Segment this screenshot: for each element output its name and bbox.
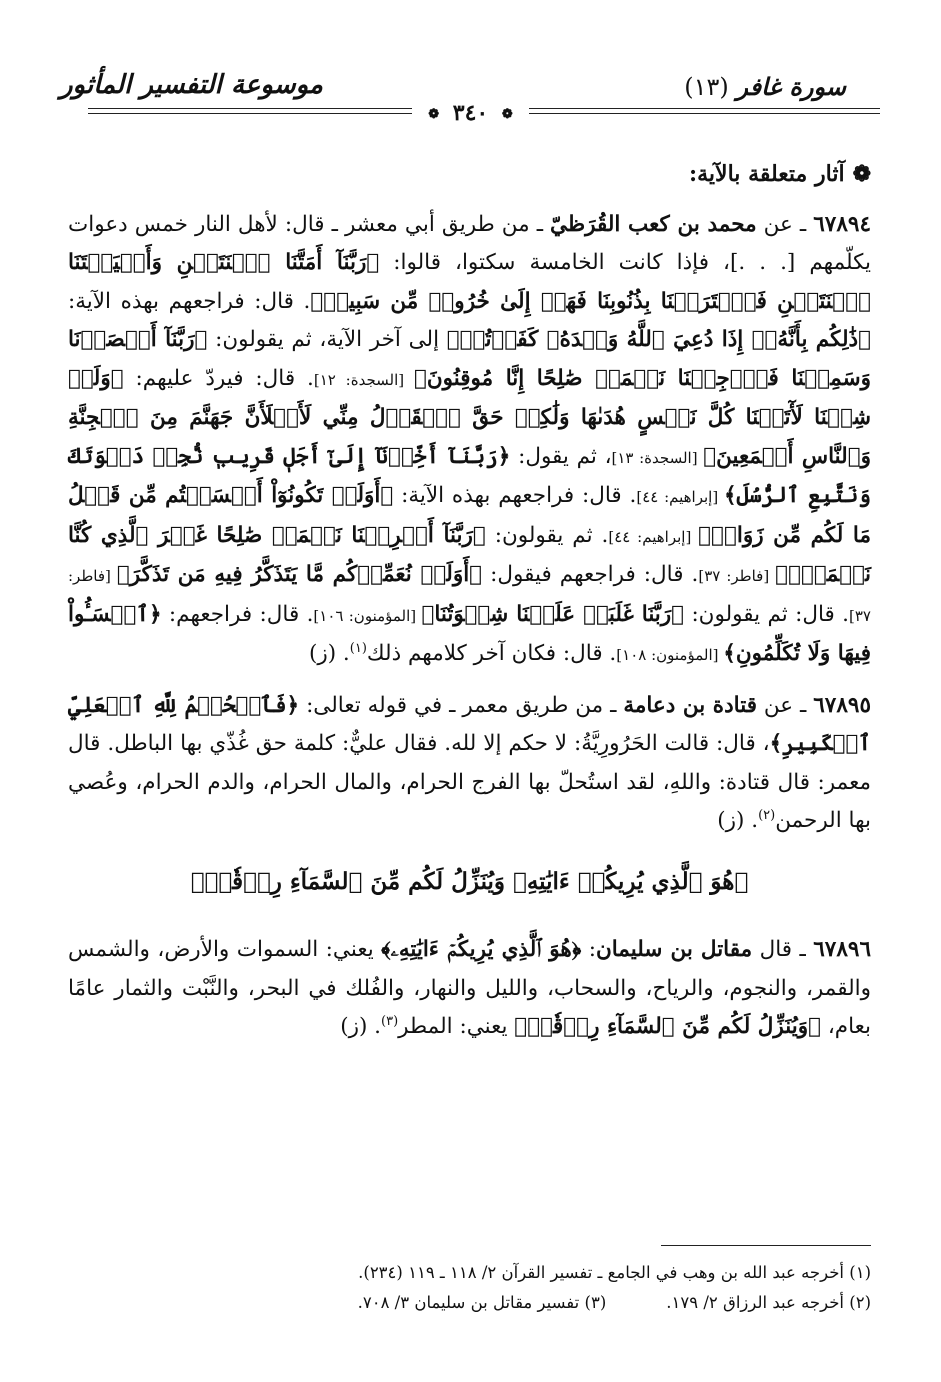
book-title: موسوعة التفسير المأثور xyxy=(60,70,323,100)
verse-reference: [إبراهيم: ٤٤] xyxy=(608,527,699,546)
quran-quote: ﴿رَبَّنَآ أَخۡرِجۡنَا نَعۡمَلۡ صَٰلِحًا غَيۡرَ ٱلَّذِي كُنَّا نَعۡمَلُۚ﴾ xyxy=(68,522,871,587)
entry-number: ٦٧٨٩٤ xyxy=(813,211,871,237)
text-run: ـ من طريق أبي معشر ـ قال: لأهل النار خمس دعوات يكلّمهم [. . .]، فإذا كانت الخامسة سكتوا، قالوا: xyxy=(68,211,871,275)
text-run: . (ز) xyxy=(308,641,350,666)
verse-reference: [المؤمنون: ١٠٨] xyxy=(616,646,724,664)
text-run: ، ثم يقول: xyxy=(510,443,612,469)
text-run: . قال: فكان آخر كلامهم ذلك xyxy=(366,641,617,666)
text-run: . قال: فيردّ عليهم: xyxy=(123,365,314,391)
text-run: يعني: المطر xyxy=(398,1014,515,1039)
quran-quote: ﴿رَبَّنَآ أَمَتَّنَا ٱثۡنَتَيۡنِ وَأَحۡيَيۡتَنَا ٱثۡنَتَيۡنِ فَٱعۡتَرَفۡنَا بِذُنُوبِنَا فَهَلۡ إِلَىٰ خُرُوجٖ مِّن سَبِيلٖ﴾ xyxy=(68,250,871,314)
volume-number: (١٣) xyxy=(684,73,729,101)
text-run: إلى آخر الآية، ثم يقولون: xyxy=(207,327,447,352)
text-run: . قال: ثم يقولون: xyxy=(684,601,849,627)
text-run: . قال: فراجعهم بهذه الآية: xyxy=(68,288,311,314)
footnote-marker[interactable]: (٣) xyxy=(381,1013,399,1029)
footnote-3: (٣) تفسير مقاتل بن سليمان ٣/ ٧٠٨. xyxy=(357,1293,607,1312)
footnote-2: (٢) أخرجه عبد الرزاق ٢/ ١٧٩. xyxy=(666,1293,871,1312)
verse-reference: [إبراهيم: ٤٤] xyxy=(636,488,724,506)
athar-entry-67895 xyxy=(68,687,871,841)
verse-reference: [فاطر: ٣٧] xyxy=(698,567,776,585)
quran-quote: ﴿ذَٰلِكُم بِأَنَّهُۥٓ إِذَا دُعِيَ ٱللَّهُ وَحۡدَهُۥ كَفَرۡتُمۡ﴾ xyxy=(446,327,871,352)
footnotes xyxy=(68,1258,871,1318)
footnote-marker[interactable]: (١) xyxy=(349,640,367,656)
text-run: ، قال: قالت الحَرُورِيَّةُ: لا حكم إلا لله. فقال عليٌّ: كلمة حق غُذّي بها الباطل. قال معمر: قال قتادة: واللهِ، لقد استُحلّ بها الفرج الحرام، والمال الحرام، والدم الحرام، وعُصي بها الرحمن xyxy=(68,731,871,833)
verse-reference: [السجدة: ١٢] xyxy=(313,370,414,389)
quran-quote: ﴿هُوَ ٱلَّذِي يُرِيكُمۡ ءَايَٰتِهِۦ﴾ xyxy=(381,937,582,962)
narrator-name: مقاتل بن سليمان xyxy=(595,937,753,962)
quran-quote: ﴿رَبَّنَا غَلَبَتۡ عَلَيۡنَا شِقۡوَتُنَا﴾ xyxy=(421,601,685,627)
quran-quote: ﴿وَيُنَزِّلُ لَكُم مِّنَ ٱلسَّمَآءِ رِزۡقٗاۚ﴾ xyxy=(514,1014,821,1039)
text-run: يعني: السموات والأرض، والشمس والقمر، والنجوم، والرياح، والسحاب، والليل والنهار، والفُلك في البحر، والنَّبْت والثمار عامًا بعام، xyxy=(68,937,872,1039)
quran-quote: ﴿ٱخۡسَـُٔواْ فِيهَا وَلَا تُكَلِّمُونِ﴾ xyxy=(68,601,871,666)
quran-quote: ﴿أَوَلَمۡ تَكُونُوٓاْ أَقۡسَمۡتُم مِّن قَبۡلُ مَا لَكُم مِّن زَوَالٖ﴾ xyxy=(68,483,871,548)
text-run: ـ عن xyxy=(756,211,814,237)
quran-quote: ﴿أَوَلَمۡ نُعَمِّرۡكُم مَّا يَتَذَكَّرُ فِيهِ مَن تَذَكَّرَ﴾ xyxy=(116,562,483,587)
text-run: : xyxy=(581,937,596,962)
quran-quote: ﴿رَبَّنَآ أَخِّرۡنَآ إِلَىٰٓ أَجَلٖ قَرِيبٖ نُّجِبۡ دَعۡوَتَكَ وَنَتَّبِعِ ٱلرُّسُلَ﴾ xyxy=(68,443,871,508)
athar-entry-67896 xyxy=(68,931,871,1047)
quran-quote: ﴿رَبَّنَآ أَبۡصَرۡنَا وَسَمِعۡنَا فَٱرۡجِعۡنَا نَعۡمَلۡ صَٰلِحًا إِنَّا مُوقِنُونَ﴾ xyxy=(68,327,871,391)
footnote-marker[interactable]: (٢) xyxy=(758,807,776,823)
surah-name: سورة غافر xyxy=(736,72,846,101)
narrator-name: محمد بن كعب القُرَظيّ xyxy=(550,211,757,237)
quran-quote: ﴿فَٱلۡحُكۡمُ لِلَّهِ ٱلۡعَلِيِّ ٱلۡكَبِيرِ﴾ xyxy=(68,692,871,756)
text-run: ـ من طريق معمر ـ في قوله تعالى: xyxy=(299,692,624,718)
text-run: . قال: فراجعهم بهذه الآية: xyxy=(393,483,637,508)
quran-quote: ﴿وَلَوۡ شِئۡنَا لَأٓتَيۡنَا كُلَّ نَفۡسٍ هُدَىٰهَا وَلَٰكِنۡ حَقَّ ٱلۡقَوۡلُ مِنِّي لَأَمۡلَأَنَّ جَهَنَّمَ مِنَ ٱلۡجِنَّةِ وَٱلنَّاسِ أَجۡمَعِينَ﴾ xyxy=(68,365,871,469)
text-run: . قال: فراجعهم: xyxy=(161,601,314,627)
ornament-icon: ❁ xyxy=(428,106,440,122)
running-header-surah xyxy=(684,72,846,101)
page-number-box xyxy=(412,100,529,126)
page-body xyxy=(68,155,871,1059)
text-run: . (ز) xyxy=(340,1014,382,1039)
verse-reference: [السجدة: ١٣] xyxy=(611,448,704,467)
section-heading-text: آثار متعلقة بالآية: xyxy=(689,161,845,187)
entry-number: ٦٧٨٩٥ xyxy=(813,692,871,718)
section-heading xyxy=(68,155,871,194)
ornament-icon: ❁ xyxy=(501,106,513,122)
narrator-name: قتادة بن دعامة xyxy=(623,692,757,718)
entry-number: ٦٧٨٩٦ xyxy=(813,937,871,962)
flower-ornament-icon: ❁ xyxy=(852,161,871,187)
athar-entry-67894 xyxy=(68,206,871,675)
verse-heading: ﴿هُوَ ٱلَّذِي يُرِيكُمۡ ءَايَٰتِهِۦ وَيُنَزِّلُ لَكُم مِّنَ ٱلسَّمَآءِ رِزۡقٗاۚ﴾ xyxy=(190,867,749,895)
text-run: . ثم يقولون: xyxy=(485,522,609,548)
text-run: . (ز) xyxy=(717,808,759,833)
verse-reference: [فاطر: ٣٧] xyxy=(68,567,871,625)
text-run: . قال: فراجعهم فيقول: xyxy=(482,562,699,587)
page-number: ٣٤٠ xyxy=(452,100,489,126)
footnote-separator xyxy=(661,1245,871,1246)
text-run: ـ قال xyxy=(752,937,814,962)
footnote-1: (١) أخرجه عبد الله بن وهب في الجامع ـ تفسير القرآن ٢/ ١١٨ ـ ١١٩ (٢٣٤). xyxy=(358,1263,871,1282)
verse-reference: [المؤمنون: ١٠٦] xyxy=(313,606,422,625)
text-run: ـ عن xyxy=(756,692,814,718)
